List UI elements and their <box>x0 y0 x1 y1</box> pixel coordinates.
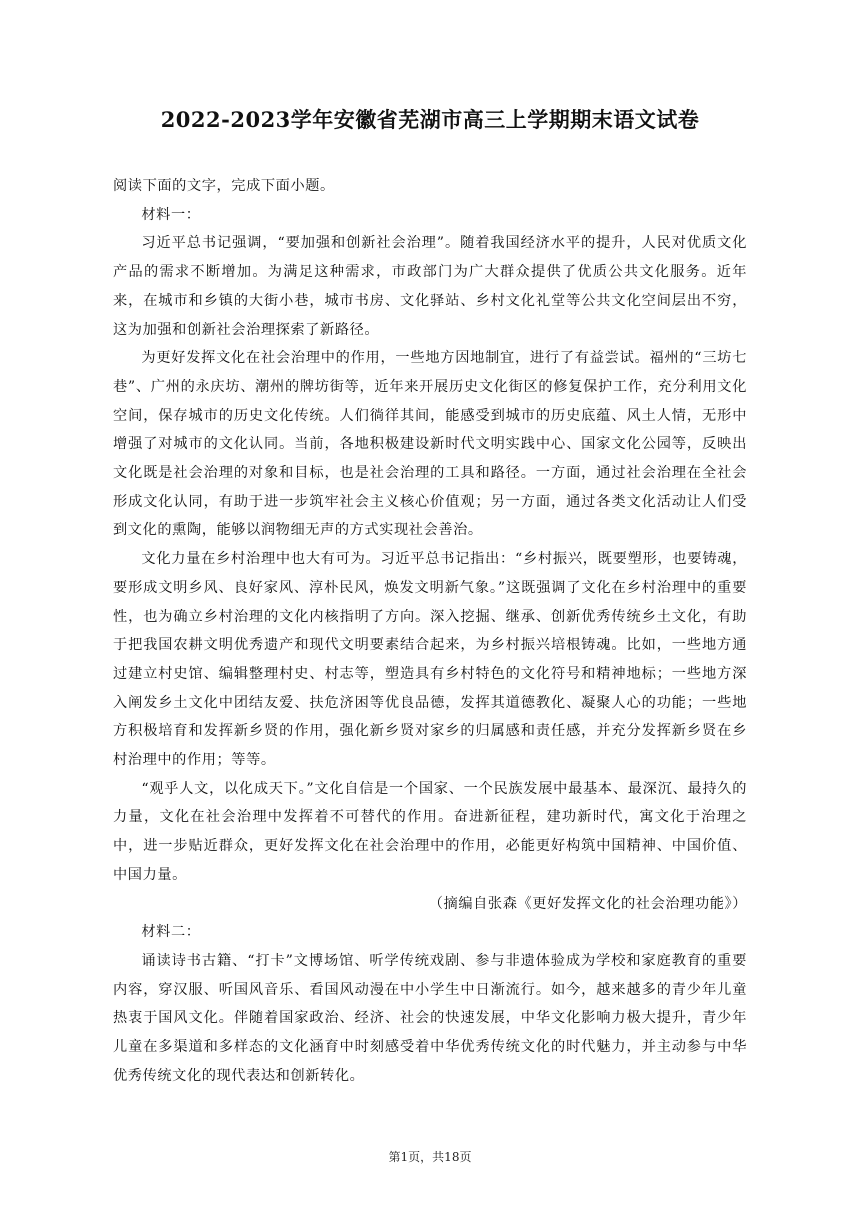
document-body <box>113 172 747 1091</box>
material1-paragraph: 为更好发挥文化在社会治理中的作用，一些地方因地制宜，进行了有益尝试。福州的“三坊七巷”、广州的永庆坊、潮州的牌坊街等，近年来开展历史文化街区的修复保护工作，充分利用文化空间，保存城市的历史文化传统。人们徜徉其间，能感受到城市的历史底蕴、风土人情，无形中增强了对城市的文化认同。当前，各地积极建设新时代文明实践中心、国家文化公园等，反映出文化既是社会治理的对象和目标，也是社会治理的工具和路径。一方面，通过社会治理在全社会形成文化认同，有助于进一步筑牢社会主义核心价值观；另一方面，通过各类文化活动让人们受到文化的熏陶，能够以润物细无声的方式实现社会善治。 <box>113 350 747 539</box>
material1-source: （摘编自张森《更好发挥文化的社会治理功能》） <box>428 895 747 912</box>
document-title: 2022-2023学年安徽省芜湖市高三上学期期末语文试卷 <box>160 107 700 132</box>
material2-heading: 材料二： <box>141 924 201 941</box>
instruction-text: 阅读下面的文字，完成下面小题。 <box>113 178 335 194</box>
material2-paragraph: 诵读诗书古籍、“打卡”文博场馆、听学传统戏剧、参与非遗体验成为学校和家庭教育的重要内容，穿汉服、听国风音乐、看国风动漫在中小学生中日渐流行。如今，越来越多的青少年儿童热衷于国风文化。伴随着国家政治、经济、社会的快速发展，中华文化影响力极大提升，青少年儿童在多渠道和多样态的文化涵育中时刻感受着中华优秀传统文化的时代魅力，并主动参与中华优秀传统文化的现代表达和创新转化。 <box>113 952 747 1084</box>
material1-heading: 材料一： <box>141 206 201 223</box>
material1-paragraph: 习近平总书记强调，“要加强和创新社会治理”。随着我国经济水平的提升，人民对优质文化产品的需求不断增加。为满足这种需求，市政部门为广大群众提供了优质公共文化服务。近年来，在城市和乡镇的大街小巷，城市书房、文化驿站、乡村文化礼堂等公共文化空间层出不穷，这为加强和创新社会治理探索了新路径。 <box>113 235 747 338</box>
material1-paragraph: 文化力量在乡村治理中也大有可为。习近平总书记指出：“乡村振兴，既要塑形，也要铸魂，要形成文明乡风、良好家风、淳朴民风，焕发文明新气象。”这既强调了文化在乡村治理中的重要性，也为确立乡村治理的文化内核指明了方向。深入挖掘、继承、创新优秀传统乡土文化，有助于把我国农耕文明优秀遗产和现代文明要素结合起来，为乡村振兴培根铸魂。比如，一些地方通过建立村史馆、编辑整理村史、村志等，塑造具有乡村特色的文化符号和精神地标；一些地方深入阐发乡土文化中团结友爱、扶危济困等优良品德，发挥其道德教化、凝聚人心的功能；一些地方积极培育和发挥新乡贤的作用，强化新乡贤对家乡的归属感和责任感，并充分发挥新乡贤在乡村治理中的作用；等等。 <box>113 551 747 769</box>
material1-paragraph: “观乎人文，以化成天下。”文化自信是一个国家、一个民族发展中最基本、最深沉、最持久的力量，文化在社会治理中发挥着不可替代的作用。奋进新征程，建功新时代，寓文化于治理之中，进一步贴近群众，更好发挥文化在社会治理中的作用，必能更好构筑中国精神、中国价值、中国力量。 <box>113 780 747 883</box>
page-number: 第1页，共18页 <box>388 1150 472 1164</box>
